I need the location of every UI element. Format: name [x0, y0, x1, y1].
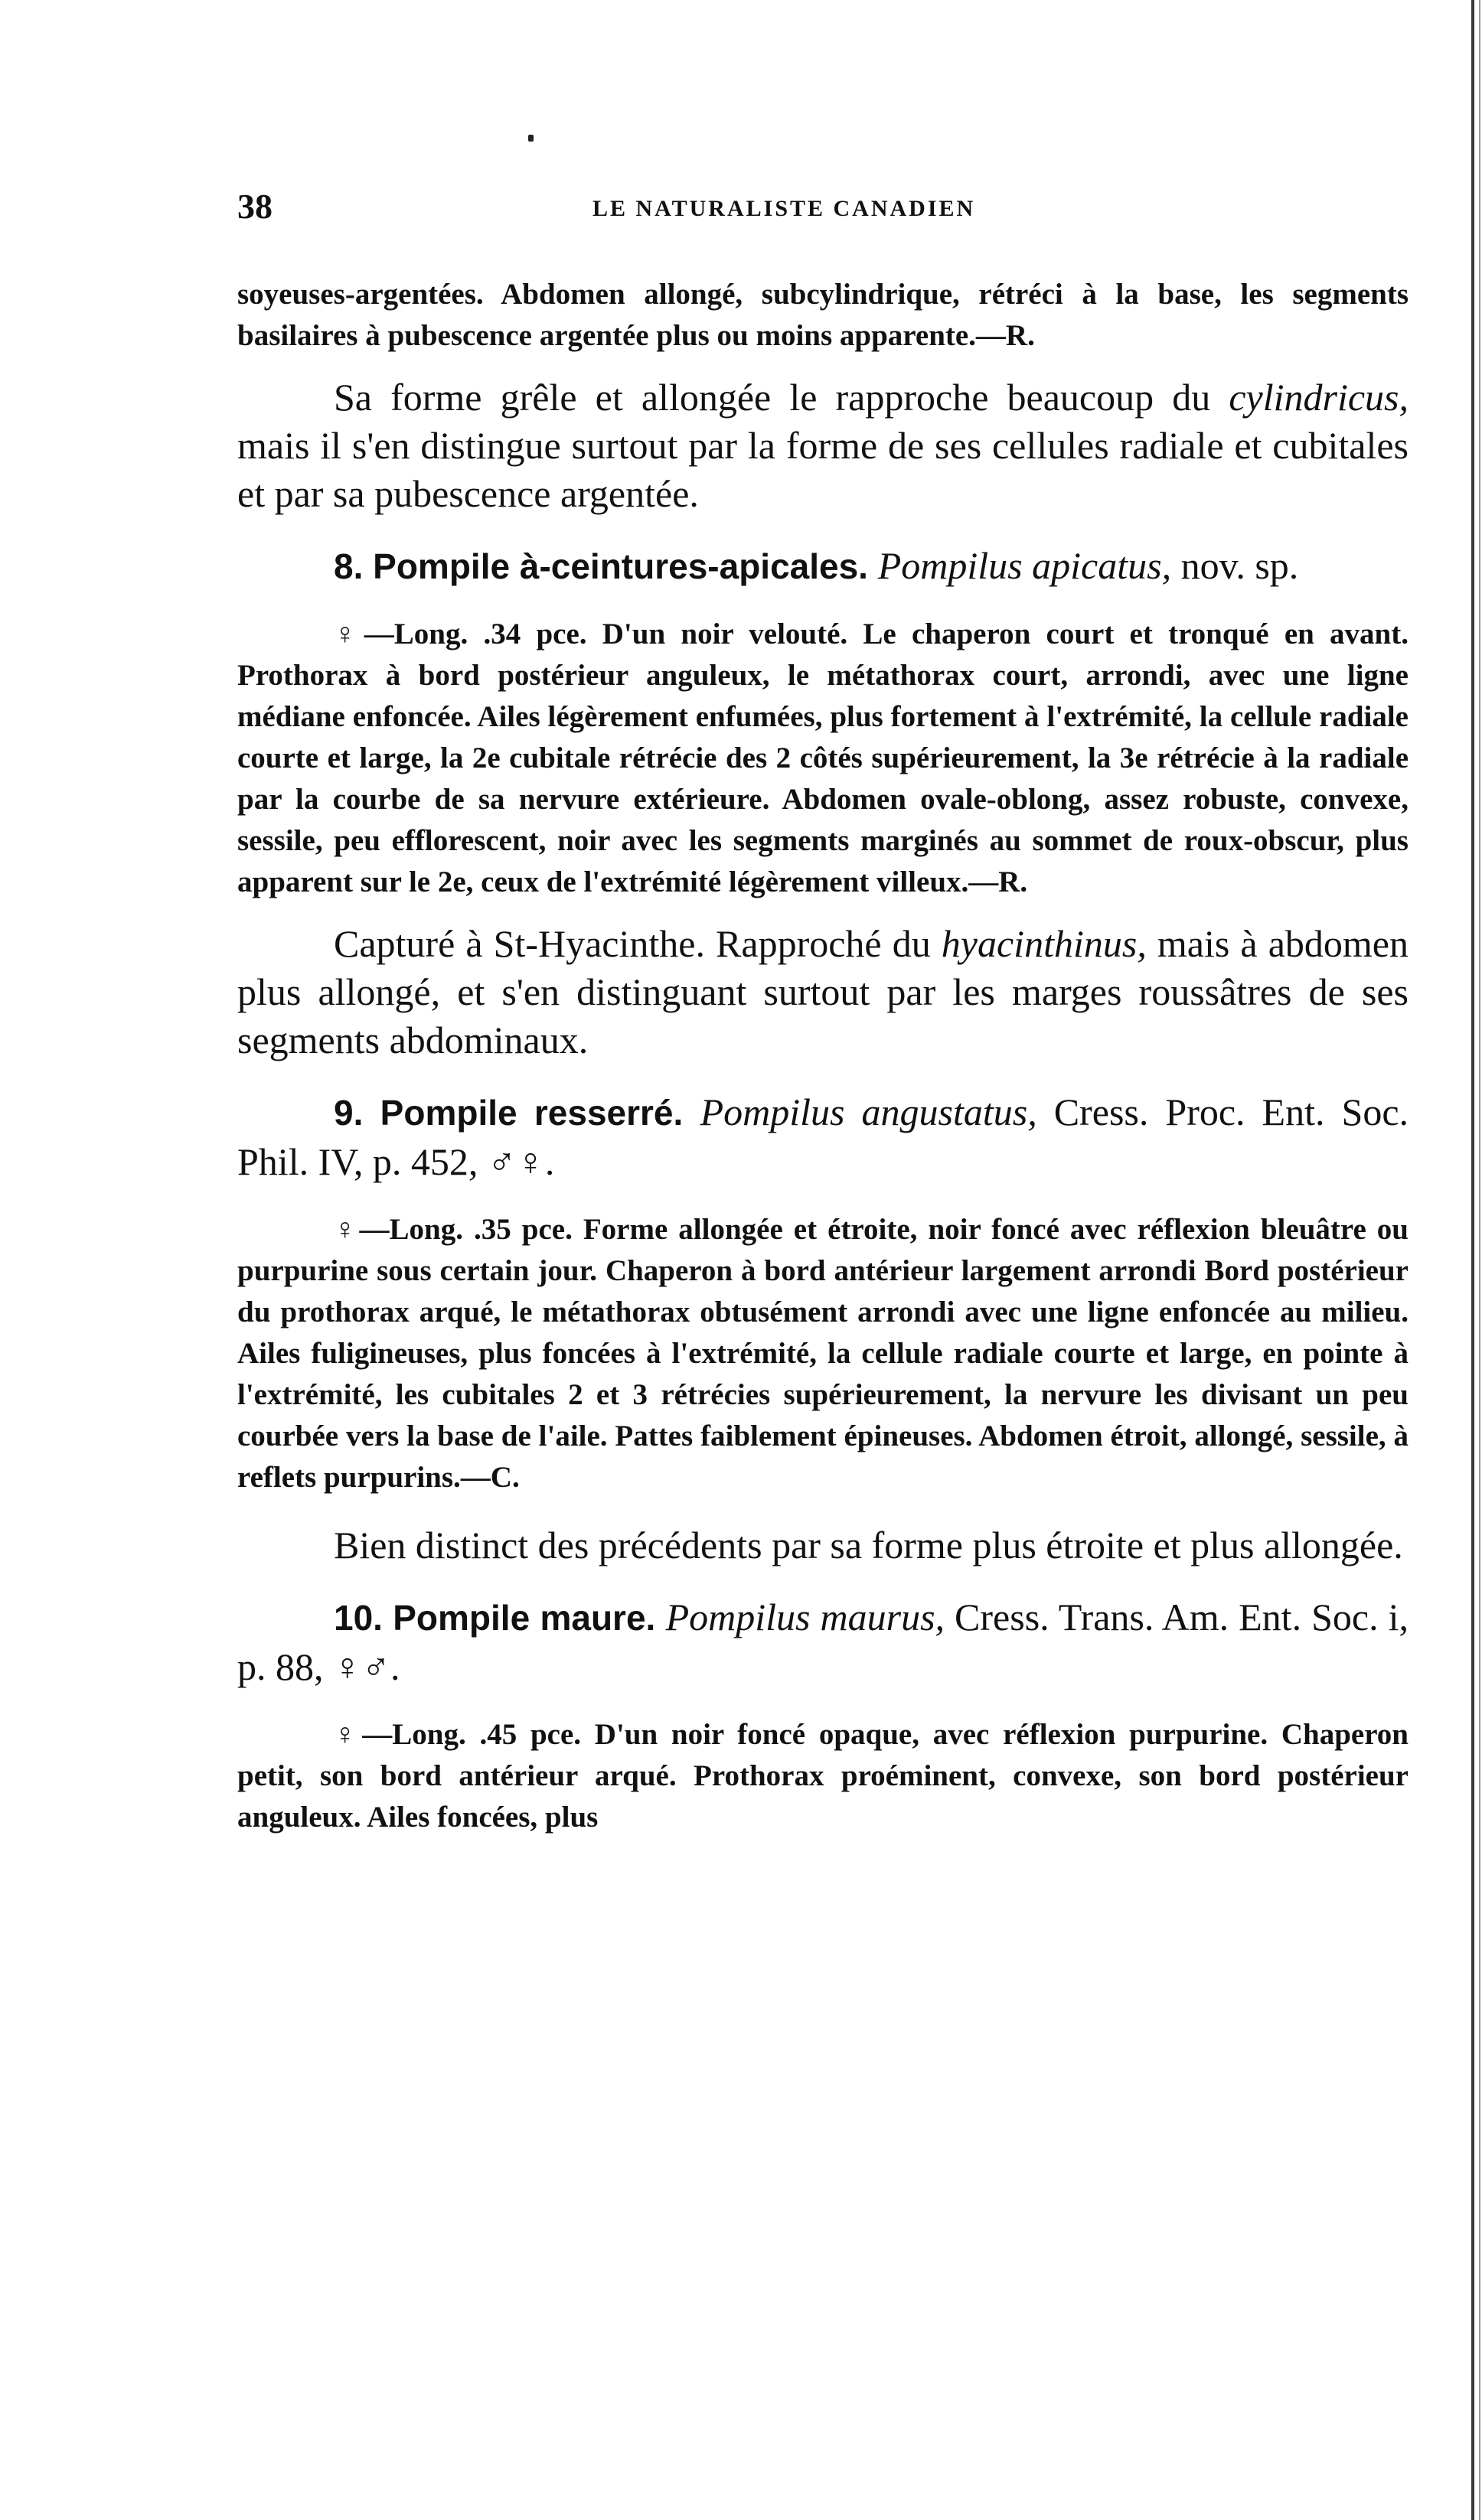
- citation: Cress. Proc. Ent. Soc. Phil. IV, p. 452, ♂♀.: [237, 1090, 1409, 1183]
- paragraph-continuation: soyeuses-argentées. Abdomen allongé, subcylindrique, rétréci à la base, les segments basilaires à pubescence argentée plus ou moins apparente.—R.: [237, 278, 1409, 352]
- species-number: 8.: [334, 546, 364, 586]
- page-number: 38: [237, 187, 273, 226]
- paragraph-remark-hyacinthinus: [237, 920, 1409, 1064]
- paragraph-remark-cylindricus: [237, 373, 1409, 518]
- ink-speck: [528, 135, 534, 142]
- citation: nov. sp.: [1171, 544, 1299, 587]
- description-apicatus: ♀—Long. .34 pce. D'un noir velouté. Le chaperon court et tronqué en avant. Prothorax à bord postérieur anguleux, le métathorax court, arrondi, avec une ligne médiane enfoncée. Ailes légèrement enfumées, plus fortement à l'extrémité, la cellule radiale courte et large, la 2e cubitale rétrécie des 2 côtés supérieurement, la 3e rétrécie à la radiale par la courbe de sa nervure extérieure. Abdomen ovale-oblong, assez robuste, convexe, sessile, peu efflorescent, noir avec les segments marginés au sommet de roux-obscur, plus apparent sur le 2e, ceux de l'extrémité légèrement villeux.—R.: [237, 618, 1409, 898]
- text-run: Capturé à St-Hyacinthe. Rapproché du: [334, 922, 942, 965]
- page-edge-line-outer: [1479, 0, 1480, 2520]
- common-name: Pompile resserré.: [363, 1093, 700, 1133]
- latin-name: Pompilus apicatus,: [877, 544, 1172, 587]
- paragraph-remark-distinct: Bien distinct des précédents par sa forme plus étroite et plus allongée.: [334, 1524, 1403, 1566]
- description-maurus: ♀—Long. .45 pce. D'un noir foncé opaque, avec réflexion purpurine. Chaperon petit, son bord antérieur arqué. Prothorax proéminent, convexe, son bord postérieur anguleux. Ailes foncées, plus: [237, 1718, 1409, 1834]
- text-run: Sa forme grêle et allongée le rapproche beaucoup du: [334, 376, 1229, 419]
- species-heading-9: [237, 1087, 1409, 1186]
- common-name: Pompile à-ceintures-apicales.: [363, 546, 878, 586]
- species-number: 9.: [334, 1093, 364, 1133]
- text-run: mais à abdomen plus allongé, et s'en distinguant surtout par les marges roussâtres de ses segments abdominaux.: [237, 922, 1409, 1061]
- common-name: Pompile maure.: [382, 1598, 666, 1638]
- species-heading-10: [237, 1593, 1409, 1691]
- latin-name: Pompilus angustatus,: [700, 1090, 1037, 1133]
- species-name: hyacinthinus,: [941, 922, 1147, 965]
- page-body: [237, 274, 1409, 1838]
- species-heading-8: [237, 541, 1409, 591]
- species-number: 10.: [334, 1598, 383, 1638]
- latin-name: Pompilus maurus,: [665, 1596, 945, 1638]
- running-title: LE NATURALISTE CANADIEN: [592, 196, 976, 221]
- species-name: cylindricus,: [1229, 376, 1409, 419]
- citation: Cress. Trans. Am. Ent. Soc. i, p. 88, ♀♂.: [237, 1596, 1409, 1688]
- text-run: mais il s'en distingue surtout par la forme de ses cellules radiale et cubitales et par sa pubescence argentée.: [237, 424, 1409, 515]
- page-edge-line: [1471, 0, 1474, 2520]
- page-header: [237, 184, 1416, 230]
- description-angustatus: ♀—Long. .35 pce. Forme allongée et étroite, noir foncé avec réflexion bleuâtre ou purpurine sous certain jour. Chaperon à bord antérieur largement arrondi Bord postérieur du prothorax arqué, le métathorax obtusément arrondi avec une ligne enfoncée au milieu. Ailes fuligineuses, plus foncées à l'extrémité, la cellule radiale courte et large, en pointe à l'extrémité, les cubitales 2 et 3 rétrécies supérieurement, la nervure les divisant un peu courbée vers la base de l'aile. Pattes faiblement épineuses. Abdomen étroit, allongé, sessile, à reflets purpurins.—C.: [237, 1213, 1409, 1494]
